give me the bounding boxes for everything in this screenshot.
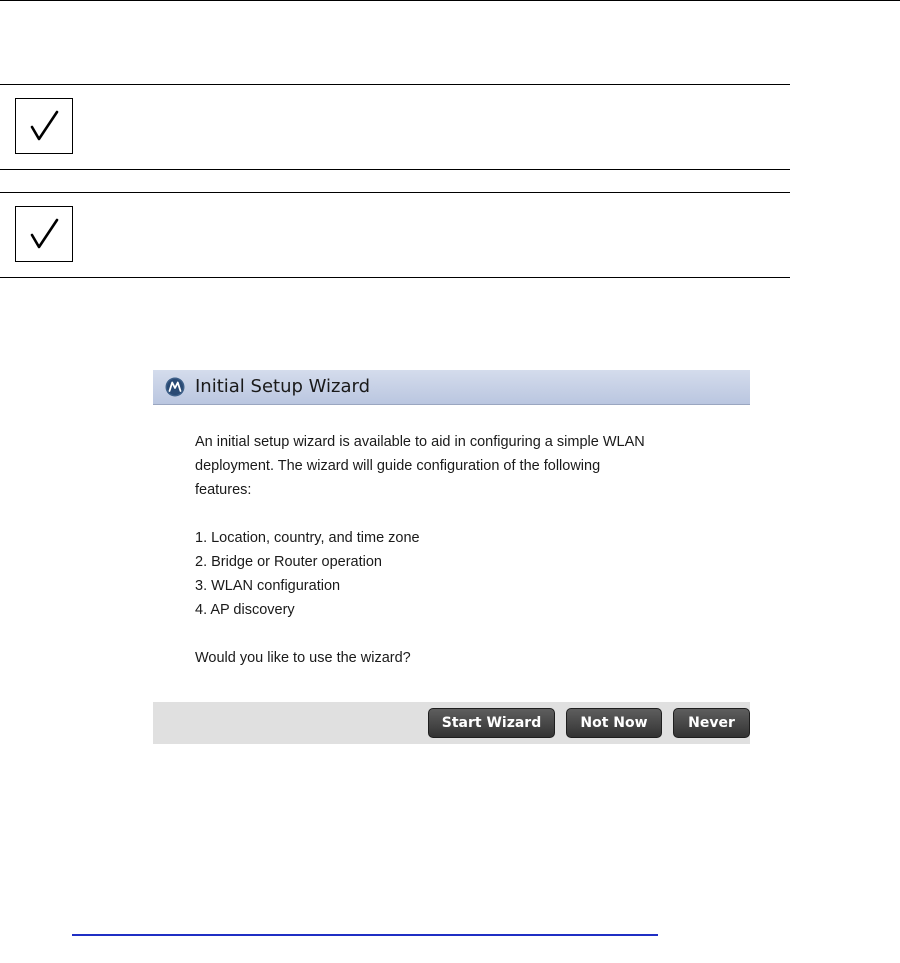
intro-line: An initial setup wizard is available to aid in configuring a simple WLAN	[195, 434, 645, 450]
never-button[interactable]: Never	[673, 708, 750, 738]
feature-list	[195, 526, 735, 622]
note-checkbox-1	[15, 98, 73, 154]
checkmark-icon	[24, 106, 64, 146]
feature-item: 2. Bridge or Router operation	[195, 554, 382, 570]
dialog-header	[153, 370, 750, 405]
feature-item: 1. Location, country, and time zone	[195, 530, 420, 546]
hyperlink-underline[interactable]	[72, 934, 658, 936]
setup-wizard-dialog	[153, 370, 750, 744]
wizard-question: Would you like to use the wizard?	[195, 650, 411, 666]
note-block-1	[0, 84, 790, 170]
checkmark-icon	[24, 214, 64, 254]
not-now-button[interactable]: Not Now	[566, 708, 662, 738]
feature-item: 4. AP discovery	[195, 602, 295, 618]
page-top-rule	[0, 0, 900, 1]
dialog-body	[195, 430, 735, 670]
note-block-2	[0, 192, 790, 278]
dialog-title: Initial Setup Wizard	[195, 376, 371, 397]
intro-line: features:	[195, 482, 252, 498]
note-checkbox-2	[15, 206, 73, 262]
motorola-logo-icon	[165, 377, 185, 397]
dialog-footer	[153, 702, 750, 744]
start-wizard-button[interactable]: Start Wizard	[428, 708, 555, 738]
feature-item: 3. WLAN configuration	[195, 578, 341, 594]
intro-line: deployment. The wizard will guide configuration of the following	[195, 458, 601, 474]
